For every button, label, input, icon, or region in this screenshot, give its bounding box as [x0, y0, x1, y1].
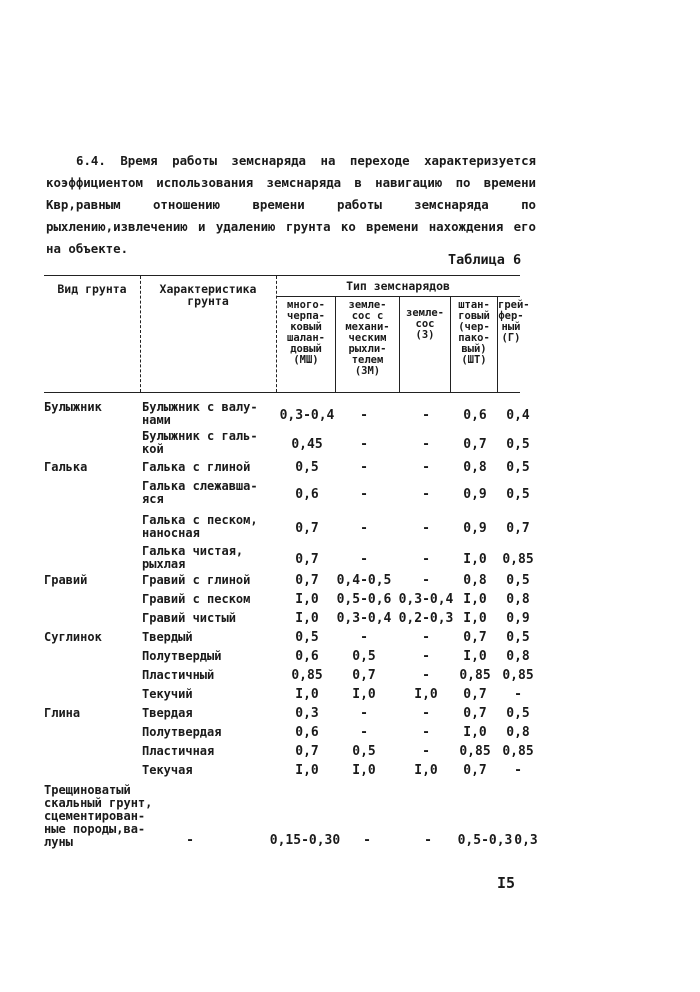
soil-characteristic: Гравий с песком	[142, 592, 251, 606]
soil-characteristic: Твердый	[142, 630, 193, 644]
cell-value: 0,85	[459, 744, 491, 759]
cell-value: 0,8	[463, 573, 487, 588]
soil-characteristic: Текучий	[142, 687, 193, 701]
page-number: I5	[497, 874, 516, 892]
soil-characteristic: Полутвердая	[142, 725, 222, 739]
soil-kind: ные породы,ва-	[44, 822, 146, 836]
subheader-line: (Г)	[501, 332, 521, 344]
cell-value: -	[422, 552, 430, 567]
cell-value: -	[422, 630, 430, 645]
subheader-line: сос с	[351, 310, 384, 322]
cell-value: -	[360, 725, 368, 740]
subheader-line: (З)	[415, 329, 435, 341]
cell-value: -	[360, 706, 368, 721]
cell-value: 0,85	[502, 668, 534, 683]
cell-value: 0,7	[506, 521, 530, 536]
soil-kind: Галька	[44, 460, 88, 474]
cell-value: -	[422, 649, 430, 664]
cell-value: 0,7	[295, 573, 319, 588]
subheader-line: грей-	[498, 299, 530, 311]
cell-value: 0,9	[463, 521, 487, 536]
soil-kind: Суглинок	[44, 630, 102, 644]
intro-paragraph	[46, 150, 536, 260]
cell-value: -	[422, 437, 430, 452]
soil-kind: луны	[44, 835, 73, 849]
cell-value: 0,5	[506, 573, 530, 588]
subheader-line: говый	[458, 310, 490, 322]
subheader-line: (чер-	[458, 321, 490, 333]
cell-value: 0,85	[459, 668, 491, 683]
cell-value: 0,3-0,4	[398, 592, 454, 607]
table-header-bottom-rule	[44, 392, 520, 393]
soil-characteristic: Галька чистая,	[142, 544, 244, 558]
cell-value: 0,6	[295, 487, 319, 502]
cell-value: I,0	[414, 687, 438, 702]
cell-value: -	[360, 408, 368, 423]
table-top-rule	[44, 275, 520, 276]
cell-value: 0,5	[352, 744, 376, 759]
soil-kind: Булыжник	[44, 400, 102, 414]
soil-characteristic: Пластичная	[142, 744, 215, 758]
cell-value: 0,2-0,3	[398, 611, 454, 626]
cell-value: I,0	[295, 611, 319, 626]
subheader-line: земле-	[348, 299, 387, 311]
cell-value: I,0	[463, 592, 487, 607]
soil-characteristic: Твердая	[142, 706, 193, 720]
cell-value: 0,5	[506, 706, 530, 721]
cell-value: -	[424, 833, 432, 848]
subheader-line: ный	[501, 321, 521, 333]
cell-value: -	[360, 521, 368, 536]
cell-value: 0,5	[506, 437, 530, 452]
cell-value: I,0	[463, 649, 487, 664]
cell-value: 0,5	[295, 630, 319, 645]
cell-value: 0,7	[352, 668, 376, 683]
subheader-line: ковый	[290, 321, 322, 333]
subheader-line: шалан-	[287, 332, 325, 344]
subheader-line: черпа-	[287, 310, 325, 322]
subheader-line: фер-	[498, 310, 524, 322]
cell-value: 0,5	[352, 649, 376, 664]
soil-kind: сцементирован-	[44, 809, 146, 823]
cell-value: -	[422, 668, 430, 683]
cell-value: 0,7	[295, 552, 319, 567]
cell-value: 0,8	[463, 460, 487, 475]
subheader-line: рыхли-	[348, 343, 387, 355]
cell-value: -	[514, 763, 522, 778]
cell-value: 0,5	[506, 460, 530, 475]
cell-value: I,0	[352, 763, 376, 778]
soil-characteristic: Пластичный	[142, 668, 215, 682]
table-caption: Таблица 6	[448, 252, 522, 268]
cell-value: 0,5	[506, 487, 530, 502]
subheader-line: земле-	[406, 307, 444, 319]
soil-characteristic: наносная	[142, 526, 200, 540]
subheader-line: телем	[351, 354, 384, 366]
cell-value: 0,85	[502, 552, 534, 567]
subheader-line: довый	[290, 343, 322, 355]
cell-value: -	[422, 706, 430, 721]
cell-value: 0,5-0,3	[457, 833, 513, 848]
subheader-line: пако-	[458, 332, 490, 344]
cell-value: 0,4-0,5	[336, 573, 392, 588]
cell-value: 0,6	[295, 725, 319, 740]
cell-value: -	[514, 687, 522, 702]
cell-value: -	[422, 573, 430, 588]
soil-kind: скальный грунт,	[44, 796, 153, 810]
cell-value: 0,9	[463, 487, 487, 502]
subheader-line: сос	[415, 318, 435, 330]
cell-value: 0,5	[506, 630, 530, 645]
soil-characteristic: Текучая	[142, 763, 193, 777]
soil-kind: Гравий	[44, 573, 88, 587]
cell-value: 0,7	[463, 687, 487, 702]
soil-characteristic: рыхлая	[142, 557, 186, 571]
cell-value: 0,45	[291, 437, 323, 452]
soil-characteristic: нами	[142, 413, 171, 427]
cell-value: -	[422, 408, 430, 423]
cell-value: -	[360, 437, 368, 452]
cell-value: 0,7	[463, 763, 487, 778]
header-kind: Вид грунта	[57, 282, 127, 296]
soil-characteristic: Галька с глиной	[142, 460, 251, 474]
cell-value: I,0	[295, 687, 319, 702]
cell-value: -	[422, 521, 430, 536]
soil-kind: Глина	[44, 706, 81, 720]
header-characteristic-2: грунта	[187, 294, 229, 308]
cell-value: I,0	[414, 763, 438, 778]
soil-characteristic: Булыжник с галь-	[142, 429, 258, 443]
cell-value: 0,7	[463, 437, 487, 452]
cell-value: I,0	[295, 592, 319, 607]
cell-value: 0,7	[295, 744, 319, 759]
cell-value: 0,15-0,30	[269, 833, 341, 848]
subheader-line: механи-	[345, 321, 390, 333]
cell-value: I,0	[295, 763, 319, 778]
cell-value: -	[360, 460, 368, 475]
soil-characteristic: Гравий чистый	[142, 611, 236, 625]
cell-value: -	[422, 744, 430, 759]
cell-value: 0,4	[506, 408, 530, 423]
cell-value: 0,8	[506, 649, 530, 664]
subheader-line: вый)	[461, 343, 487, 355]
cell-value: -	[360, 630, 368, 645]
soil-characteristic: яся	[142, 492, 164, 506]
cell-value: 0,85	[291, 668, 323, 683]
subheader-line: (ШТ)	[461, 354, 487, 366]
cell-value: 0,3	[514, 833, 538, 848]
cell-value: 0,5-0,6	[336, 592, 392, 607]
soil-characteristic: -	[186, 833, 194, 848]
soil-characteristic: Гравий с глиной	[142, 573, 251, 587]
cell-value: 0,85	[502, 744, 534, 759]
subheader-line: (ЗМ)	[354, 365, 381, 377]
cell-value: I,0	[463, 611, 487, 626]
cell-value: -	[422, 725, 430, 740]
cell-value: 0,6	[463, 408, 487, 423]
soil-kind: Трещиноватый	[44, 783, 131, 797]
subheader-line: (МШ)	[293, 354, 319, 366]
soil-characteristic: кой	[142, 442, 164, 456]
cell-value: 0,7	[463, 630, 487, 645]
soil-characteristic: Булыжник с валу-	[142, 400, 258, 414]
cell-value: 0,3-0,4	[279, 408, 335, 423]
cell-value: I,0	[463, 552, 487, 567]
cell-value: -	[360, 487, 368, 502]
subheader-line: много-	[287, 299, 325, 311]
cell-value: 0,7	[295, 521, 319, 536]
header-characteristic-1: Характеристика	[159, 282, 257, 296]
header-dredger-type: Тип земснарядов	[346, 279, 450, 293]
cell-value: 0,3	[295, 706, 319, 721]
soil-characteristic: Галька слежавша-	[142, 479, 258, 493]
cell-value: -	[422, 460, 430, 475]
cell-value: I,0	[463, 725, 487, 740]
subheader-line: ческим	[348, 332, 387, 344]
group-header-rule	[276, 296, 520, 297]
cell-value: 0,8	[506, 592, 530, 607]
cell-value: -	[360, 552, 368, 567]
cell-value: 0,3-0,4	[336, 611, 392, 626]
cell-value: 0,5	[295, 460, 319, 475]
soil-characteristic: Галька с песком,	[142, 513, 258, 527]
cell-value: I,0	[352, 687, 376, 702]
cell-value: -	[422, 487, 430, 502]
cell-value: 0,7	[463, 706, 487, 721]
soil-characteristic: Полутвердый	[142, 649, 222, 663]
cell-value: -	[363, 833, 371, 848]
cell-value: 0,8	[506, 725, 530, 740]
cell-value: 0,9	[506, 611, 530, 626]
intro-paragraph-text: 6.4. Время работы земснаряда на переходе характеризуется коэффициентом использования земснаряда в навигацию по времени Kвр,равным отношению времени работы земснаряда по рыхлению,извлечению и удалению грунта ко времени нахождения его на объекте.	[46, 153, 536, 256]
cell-value: 0,6	[295, 649, 319, 664]
subheader-line: штан-	[458, 299, 490, 311]
